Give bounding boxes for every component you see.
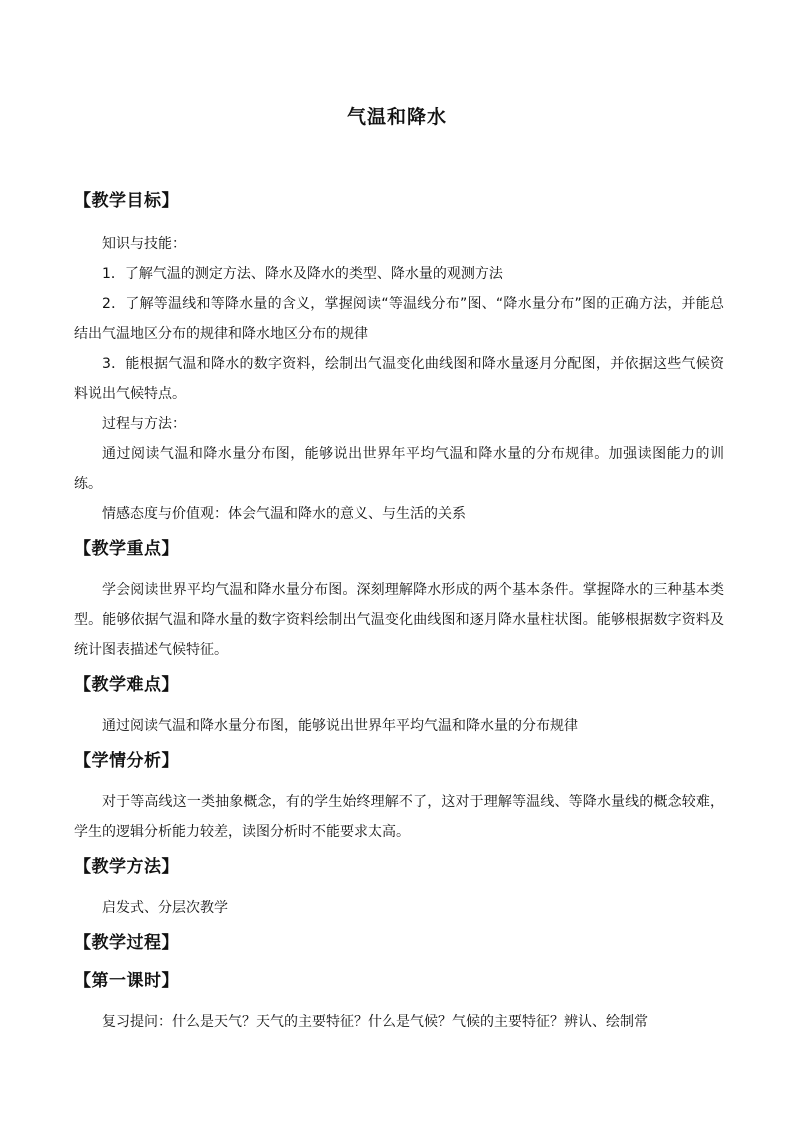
key-points-text: 学会阅读世界平均气温和降水量分布图。深刻理解降水形成的两个基本条件。掌握降水的三种基本类型。能够依据气温和降水量的数字资料绘制出气温变化曲线图和逐月降水量柱状图。能够根据数字资料及统计图表描述气候特征。 xyxy=(74,582,724,658)
process-text: 通过阅读气温和降水量分布图，能够说出世界年平均气温和降水量的分布规律。加强读图能力的训练。 xyxy=(74,446,724,492)
emotion-text: 情感态度与价值观：体会气温和降水的意义、与生活的关系 xyxy=(102,506,466,522)
process-label: 过程与方法： xyxy=(102,416,186,432)
goal-item-3: 3．能根据气温和降水的数字资料，绘制出气温变化曲线图和降水量逐月分配图，并依据这些气候资料说出气候特点。 xyxy=(74,356,724,402)
section-heading-lesson-1: 【第一课时】 xyxy=(74,971,179,991)
section-heading-goals: 【教学目标】 xyxy=(74,191,179,211)
knowledge-label: 知识与技能： xyxy=(102,236,186,252)
difficulties-text: 通过阅读气温和降水量分布图，能够说出世界年平均气温和降水量的分布规律 xyxy=(102,718,578,734)
document-title: 气温和降水 xyxy=(346,106,447,128)
analysis-text: 对于等高线这一类抽象概念，有的学生始终理解不了，这对于理解等温线、等降水量线的概念较难，学生的逻辑分析能力较差，读图分析时不能要求太高。 xyxy=(74,794,724,840)
section-heading-methods: 【教学方法】 xyxy=(74,857,179,877)
goal-item-2: 2．了解等温线和等降水量的含义，掌握阅读“等温线分布”图、“降水量分布”图的正确方法，并能总结出气温地区分布的规律和降水地区分布的规律 xyxy=(74,296,724,342)
methods-text: 启发式、分层次教学 xyxy=(102,900,228,916)
section-heading-key-points: 【教学重点】 xyxy=(74,539,179,559)
lesson-1-text: 复习提问：什么是天气？天气的主要特征？什么是气候？气候的主要特征？辨认、绘制常 xyxy=(102,1014,648,1030)
document-body xyxy=(74,183,724,1037)
section-heading-process: 【教学过程】 xyxy=(74,933,179,953)
section-heading-difficulties: 【教学难点】 xyxy=(74,675,179,695)
goal-item-1: 1．了解气温的测定方法、降水及降水的类型、降水量的观测方法 xyxy=(102,266,503,282)
section-heading-analysis: 【学情分析】 xyxy=(74,751,179,771)
